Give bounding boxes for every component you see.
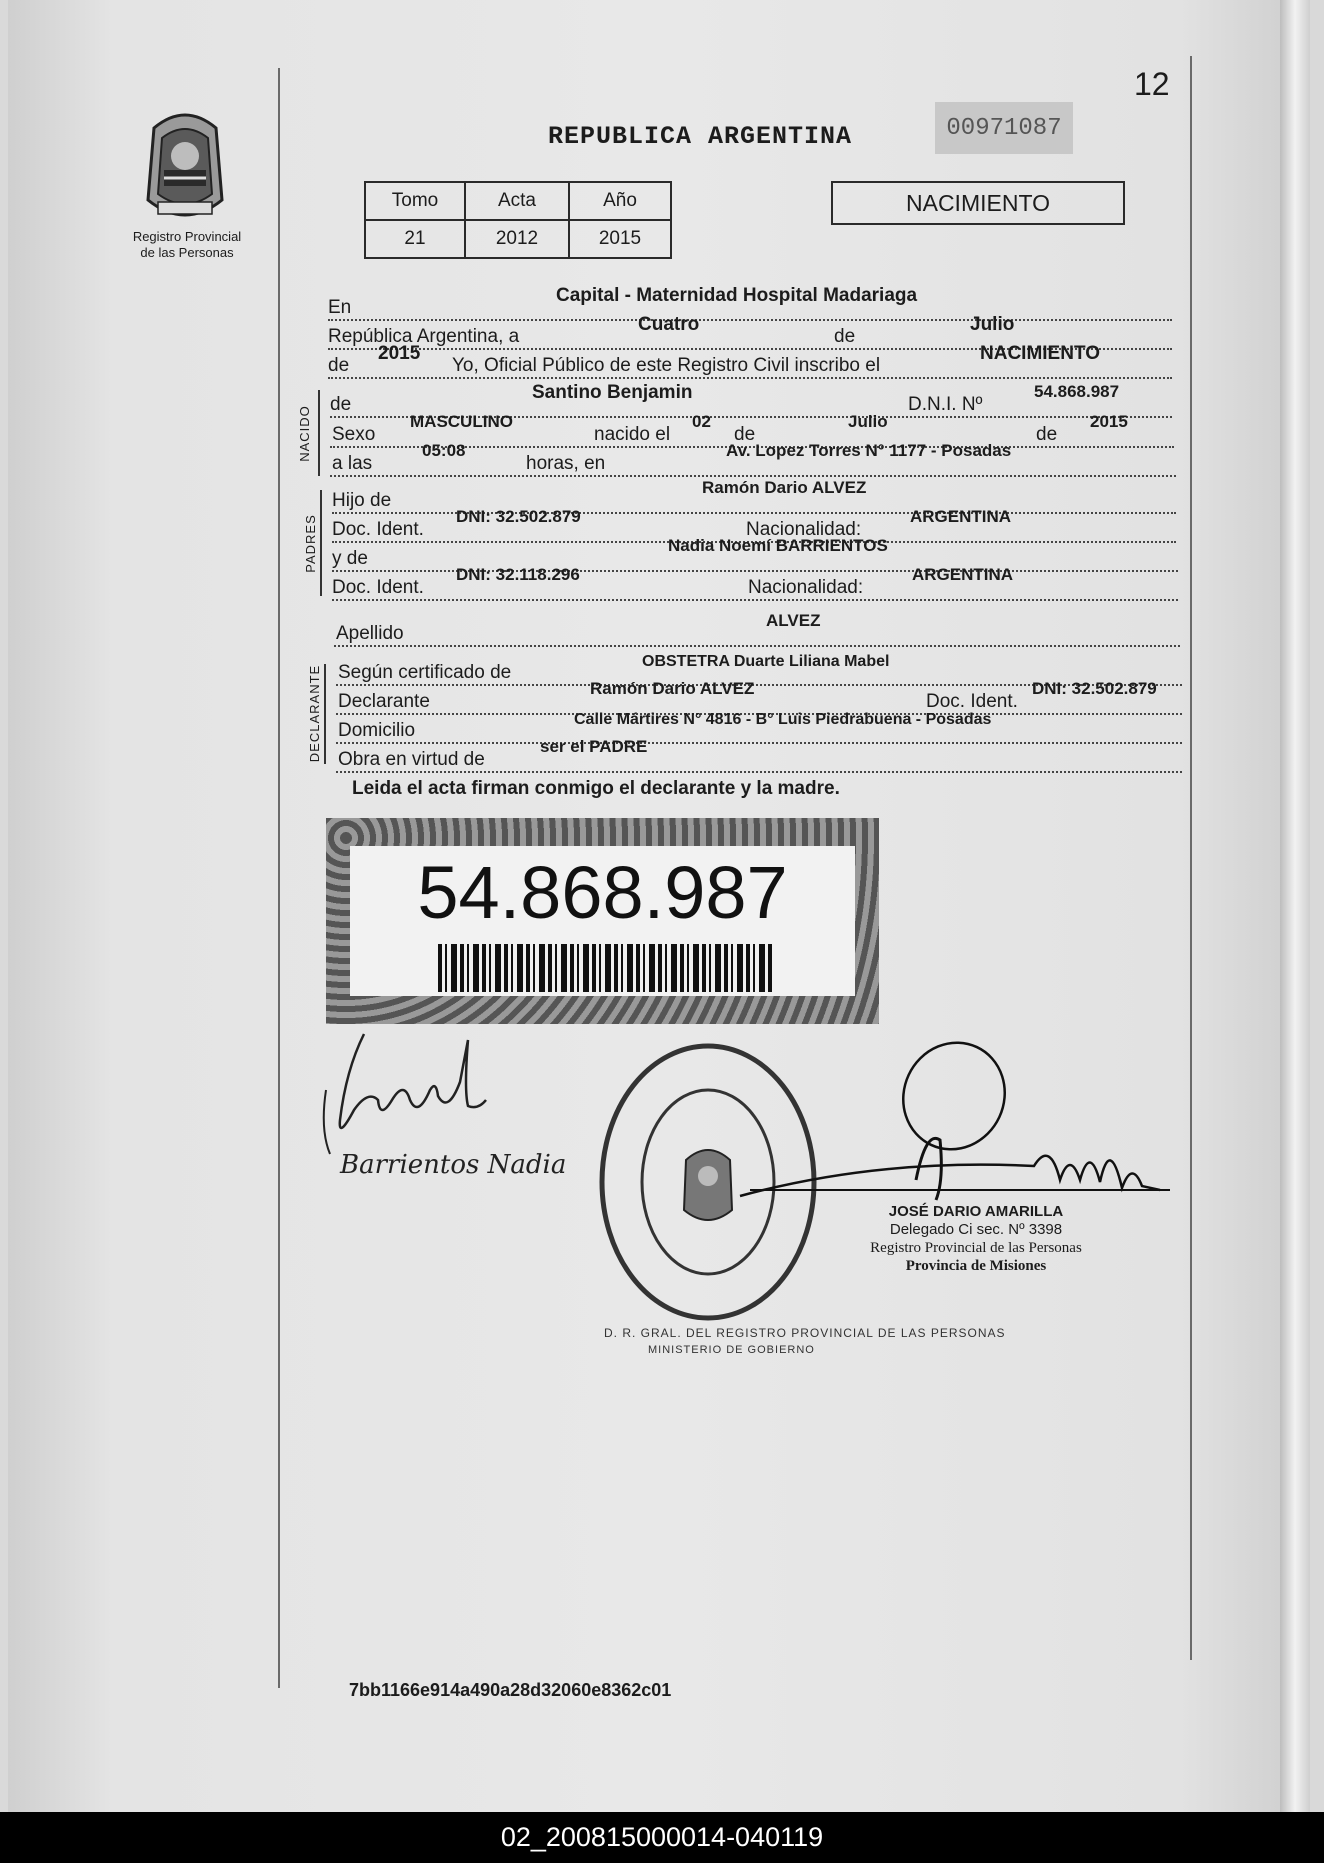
- acta-header: Acta: [465, 182, 569, 220]
- act-type-box: NACIMIENTO: [831, 181, 1125, 225]
- document-hash: 7bb1166e914a490a28d32060e8362c01: [349, 1680, 672, 1700]
- obra-label: Obra en virtud de: [338, 749, 485, 770]
- official-name: JOSÉ DARIO AMARILLA: [888, 1203, 1064, 1220]
- obra-value: ser el PADRE: [540, 737, 648, 756]
- barcode-icon: [438, 944, 773, 992]
- left-margin-line: [278, 68, 280, 1688]
- official-signature-block: [836, 1203, 1116, 1275]
- declarante-label: Declarante: [338, 691, 430, 712]
- right-margin-line: [1190, 56, 1192, 1660]
- row-en: [328, 285, 1172, 321]
- declarante-doc-label: Doc. Ident.: [926, 691, 1018, 712]
- official-role: Delegado Ci sec. Nº 3398: [889, 1221, 1063, 1238]
- en-label: En: [328, 297, 352, 318]
- father-doc-label: Doc. Ident.: [332, 519, 424, 540]
- de-label-3: de: [330, 394, 352, 415]
- seal-inner-text: MINISTERIO DE GOBIERNO: [648, 1344, 815, 1356]
- document-title: REPUBLICA ARGENTINA: [548, 122, 853, 151]
- declarante-doc-value: DNI: 32.502.879: [1032, 679, 1157, 698]
- birth-month-value: Julio: [848, 412, 888, 431]
- hijo-label: Hijo de: [332, 490, 392, 511]
- horas-label: horas, en: [526, 453, 606, 474]
- mother-doc-label: Doc. Ident.: [332, 577, 424, 598]
- father-nat-value: ARGENTINA: [910, 507, 1012, 526]
- ano-value: 2015: [569, 220, 671, 258]
- official-org: Registro Provincial de las Personas: [870, 1240, 1082, 1256]
- dni-label: D.N.I. Nº: [908, 394, 983, 415]
- month-value: Julio: [970, 314, 1015, 335]
- official-province: Provincia de Misiones: [905, 1258, 1047, 1274]
- mother-nat-label: Nacionalidad:: [748, 577, 864, 598]
- tomo-header: Tomo: [365, 182, 465, 220]
- padres-bracket: [320, 490, 322, 596]
- file-id-footer: 02_200815000014-040119: [0, 1812, 1324, 1863]
- yo-label: Yo, Oficial Público de este Registro Civil inscribo el: [452, 355, 881, 376]
- misiones-coat-of-arms-icon: [134, 108, 236, 226]
- inscribo-value: NACIMIENTO: [980, 343, 1100, 364]
- mother-doc-value: DNI: 32.118.296: [456, 565, 580, 584]
- apellido-label: Apellido: [336, 623, 404, 644]
- mother-name-value: Nadia Noemí BARRIENTOS: [668, 536, 888, 555]
- page-number: 12: [1134, 66, 1170, 102]
- reading-statement: Leida el acta firman conmigo el declarante y la madre.: [352, 778, 840, 799]
- row-domicilio: [336, 711, 1182, 744]
- declarante-value: Ramón Dario ALVEZ: [590, 679, 755, 698]
- row-hora: [330, 441, 1176, 477]
- child-dni-value: 54.868.987: [1034, 382, 1120, 401]
- birth-year-value: 2015: [1090, 412, 1128, 431]
- year-value: 2015: [378, 343, 421, 364]
- de-label-4: de: [734, 424, 756, 445]
- child-name-value: Santino Benjamin: [532, 382, 693, 403]
- de-label-2: de: [328, 355, 350, 376]
- place-value: Capital - Maternidad Hospital Madariaga: [556, 285, 918, 306]
- day-value: Cuatro: [638, 314, 700, 335]
- tomo-value: 21: [365, 220, 465, 258]
- hour-value: 05:08: [422, 441, 466, 460]
- registry-label: Registro Provincial de las Personas: [132, 229, 242, 260]
- birth-day-value: 02: [692, 412, 711, 431]
- republica-label: República Argentina, a: [328, 326, 520, 347]
- row-year: [328, 343, 1172, 379]
- nacido-el-label: nacido el: [594, 424, 671, 445]
- row-obra: [336, 737, 1182, 773]
- sexo-label: Sexo: [332, 424, 376, 445]
- father-doc-value: DNI: 32.502.879: [456, 507, 581, 526]
- y-de-label: y de: [332, 548, 368, 569]
- declarante-side-label: DECLARANTE: [307, 664, 323, 763]
- domicilio-value: Calle Mártires N° 4816 - B° Luis Piedrabuena - Posadas: [574, 711, 992, 728]
- domicilio-label: Domicilio: [338, 720, 416, 741]
- a-las-label: a las: [332, 453, 373, 474]
- seal-text: D. R. GRAL. DEL REGISTRO PROVINCIAL DE LAS PERSONAS: [604, 1326, 1006, 1340]
- father-nat-label: Nacionalidad:: [746, 519, 862, 540]
- birth-place-value: Av. Lopez Torres N° 1177 - Posadas: [726, 441, 1012, 460]
- nacido-side-label: NACIDO: [296, 405, 312, 462]
- row-mother-doc: [332, 565, 1178, 601]
- page-edge: [1280, 0, 1310, 1812]
- row-apellido: [334, 611, 1180, 647]
- mother-signature-name: Barrientos Nadia: [340, 1150, 567, 1180]
- declarante-bracket: [324, 664, 326, 764]
- de-label: de: [834, 326, 856, 347]
- tomo-acta-table: [364, 181, 672, 259]
- dni-sticker: [326, 818, 879, 1024]
- father-name-value: Ramón Dario ALVEZ: [702, 478, 867, 497]
- padres-side-label: PADRES: [302, 514, 318, 573]
- dni-sticker-number: 54.868.987: [417, 851, 788, 934]
- serial-number: 00971087: [935, 102, 1073, 154]
- de-label-5: de: [1036, 424, 1058, 445]
- segun-label: Según certificado de: [338, 662, 512, 683]
- segun-value: OBSTETRA Duarte Liliana Mabel: [642, 653, 890, 670]
- sexo-value: MASCULINO: [410, 412, 513, 431]
- nacido-bracket: [318, 390, 320, 476]
- apellido-value: ALVEZ: [766, 611, 821, 630]
- ano-header: Año: [569, 182, 671, 220]
- dni-sticker-label: [350, 846, 855, 996]
- acta-value: 2012: [465, 220, 569, 258]
- mother-nat-value: ARGENTINA: [912, 565, 1014, 584]
